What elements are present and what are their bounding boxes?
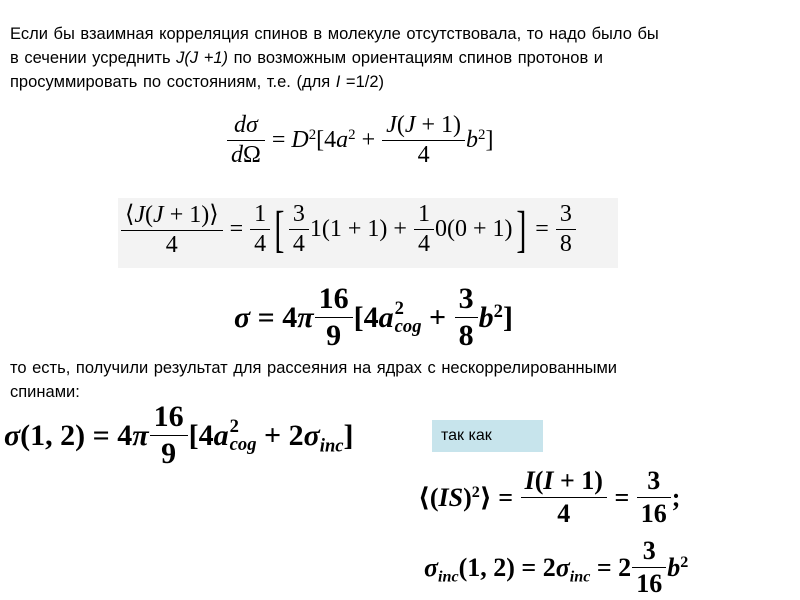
- formula-sigma: σ = 4π $\frac{16}{9}$ [4a 2 cog + $\frac{3}{8}$ $b^2$]: [234, 282, 513, 352]
- fraction-three-eighths: $\frac{3}{8}$: [558, 201, 574, 258]
- formula-average: $\frac{⟨J(J + 1)⟩}{4}$ = $\frac{1}{4}$ [ $\frac{3}{4}$ 1(1 + 1) + $\frac{1}{4}$ 0(0 + 1) ] = $\frac{3}{8}$: [120, 200, 577, 259]
- a-cog-subsup: 2 cog: [394, 297, 422, 337]
- fraction-average-j: $\frac{⟨J(J + 1)⟩}{4}$: [123, 200, 221, 259]
- fraction-three-sixteenths-b: $\frac{3}{16}$: [634, 536, 664, 599]
- intro-line-2-post: по возможным ориентациям спинов протонов и: [228, 49, 604, 67]
- fraction-sixteen-ninths-2: $\frac{16}{9}$: [152, 400, 186, 471]
- fraction-three-sixteenths: $\frac{3}{16}$: [639, 466, 669, 529]
- fraction-three-eighths-b: $\frac{3}{8}$: [457, 282, 476, 353]
- fraction-sixteen-ninths: $\frac{16}{9}$: [317, 282, 351, 353]
- formula-is-squared: ⟨(IS)$^2$⟩ = $\frac{I(I + 1)}{4}$ = $\frac{3}{16}$ ;: [418, 466, 681, 528]
- intro-line-2-formula: J(J +1): [176, 49, 229, 67]
- result-line-2: спинами:: [10, 383, 80, 401]
- fraction-j-term: $\frac{J(J + 1)}{4}$: [384, 112, 463, 169]
- intro-line-3: [10, 70, 384, 94]
- right-bracket: ]: [515, 201, 526, 258]
- fraction-i-term: $\frac{I(I + 1)}{4}$: [523, 466, 605, 529]
- fraction-one-quarter-2: $\frac{1}{4}$: [416, 201, 432, 258]
- since-label: так как: [432, 420, 543, 452]
- intro-line-2-pre: в сечении усреднить: [10, 49, 177, 67]
- intro-line-3-post: =1/2): [340, 73, 384, 91]
- result-line-1: то есть, получили результат для рассеяния на ядрах с нескоррелированными: [10, 359, 618, 377]
- fraction-dsigma-domega: $\frac{d\sigma}{d\Omega}$: [229, 112, 263, 169]
- intro-line-1: Если бы взаимная корреляция спинов в молекуле отсутствовала, то надо было бы: [10, 25, 659, 43]
- a-cog-subsup-2: 2 cog: [229, 415, 257, 455]
- formula-sigma-12: σ(1, 2) = 4π $\frac{16}{9}$ [4a 2 cog + $2\sigma_{inc}$]: [4, 400, 354, 470]
- formula-cross-section: $\frac{d\sigma}{d\Omega}$ = $D^2[4a^2$ + $\frac{J(J + 1)}{4}$ $b^2$]: [226, 112, 493, 169]
- intro-line-3-var: I: [335, 73, 341, 91]
- formula-sigma-inc: $\sigma_{inc}(1$, $2) = 2\sigma_{inc} = 2$ $\frac{3}{16}$ $b^2$: [424, 536, 689, 598]
- fraction-three-quarters: $\frac{3}{4}$: [291, 201, 307, 258]
- fraction-one-quarter: $\frac{1}{4}$: [252, 201, 268, 258]
- intro-line-3-pre: просуммировать по состояниям, т.е. (для: [10, 73, 336, 91]
- left-bracket: [: [274, 201, 285, 258]
- intro-line-2: [10, 46, 603, 70]
